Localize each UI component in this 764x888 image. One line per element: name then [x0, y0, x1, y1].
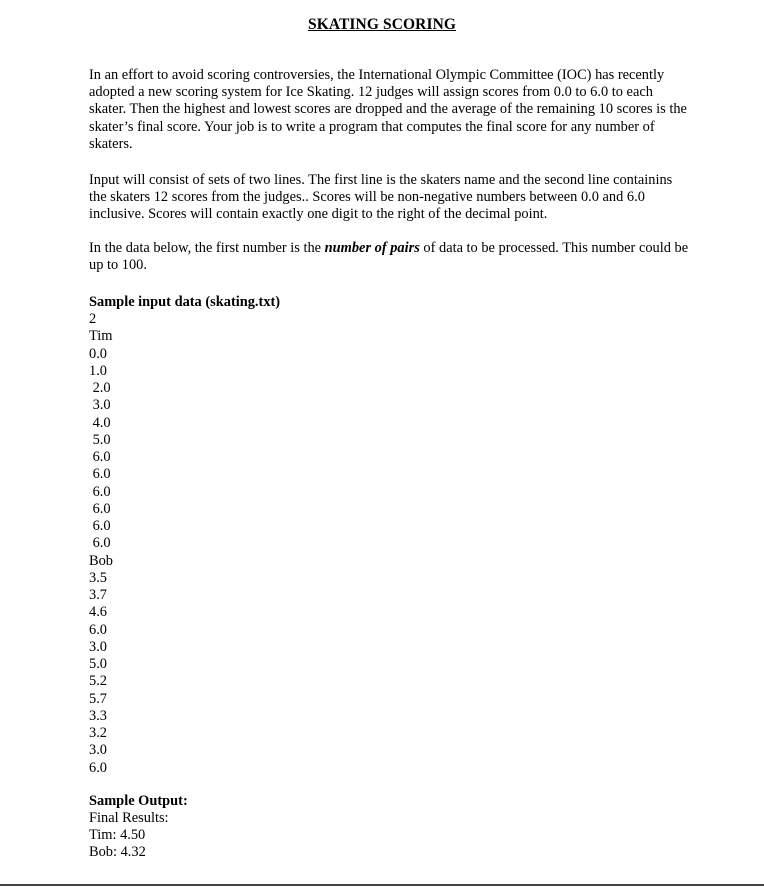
sample-input-line: 3.0	[89, 638, 107, 655]
sample-input-line: 5.0	[89, 656, 107, 672]
data-note-paragraph	[89, 240, 689, 274]
sample-input-heading: Sample input data (skating.txt)	[89, 294, 281, 310]
sample-input-line: 1.0	[89, 362, 107, 379]
data-note-text-start: In the data below, the first number is the	[89, 240, 325, 256]
sample-input-list	[89, 311, 113, 777]
sample-input-line: 3.7	[89, 587, 107, 603]
sample-input-line: 2	[89, 311, 97, 327]
sample-input-line: 3.5	[89, 569, 107, 586]
data-note-emphasis: number of pairs	[324, 240, 420, 256]
sample-input-line: 6.0	[89, 483, 111, 500]
input-description-paragraph: Input will consist of sets of two lines. The first line is the skaters name and the second line containins the skaters 12 scores from the judges.. Scores will be non-negative numbers between 0.0 and 6.0 inclusive. Scores will contain exactly one digit to the right of the decimal point.	[89, 172, 673, 223]
sample-input-line: 6.0	[89, 621, 107, 638]
sample-input-line: 3.2	[89, 725, 107, 741]
sample-input-line: 6.0	[89, 759, 107, 776]
sample-input-line: 0.0	[89, 345, 107, 362]
sample-input-line: Bob	[89, 552, 113, 569]
sample-input-line: 3.0	[89, 742, 107, 759]
sample-output-line: Final Results:	[89, 810, 169, 826]
sample-input-line: 4.6	[89, 604, 107, 621]
sample-input-line: 2.0	[89, 380, 111, 396]
sample-input-line: 3.0	[89, 397, 111, 414]
sample-input-line: 4.0	[89, 414, 111, 431]
sample-input-line: 6.0	[89, 466, 111, 483]
sample-output-heading: Sample Output:	[89, 793, 188, 809]
sample-input-line: 6.0	[89, 535, 111, 552]
page-bottom-divider	[0, 884, 764, 886]
intro-paragraph: In an effort to avoid scoring controversies, the International Olympic Committee (IOC) has recently adopted a new scoring system for Ice Skating. 12 judges will assign scores from 0.0 to 6.0 to each skater. Then the highest and lowest scores are dropped and the average of the remaining 10 scores is the skater’s final score. Your job is to write a program that computes the final score for any number of skaters.	[89, 67, 687, 152]
sample-input-line: 5.0	[89, 431, 111, 448]
sample-input-line: 5.2	[89, 673, 107, 690]
sample-input-line: 6.0	[89, 500, 111, 517]
sample-output-line: Tim: 4.50	[89, 827, 146, 844]
data-note-text-end: of data to be processed. This number could be up to 100.	[89, 240, 689, 274]
sample-input-line: Tim	[89, 328, 113, 345]
sample-input-line: 5.7	[89, 690, 107, 707]
sample-input-line: 3.3	[89, 707, 107, 724]
page-title: SKATING SCORING	[307, 16, 457, 33]
sample-output-line: Bob: 4.32	[89, 844, 146, 861]
sample-input-line: 6.0	[89, 449, 111, 465]
sample-output-list	[89, 810, 169, 862]
sample-input-line: 6.0	[89, 518, 111, 534]
